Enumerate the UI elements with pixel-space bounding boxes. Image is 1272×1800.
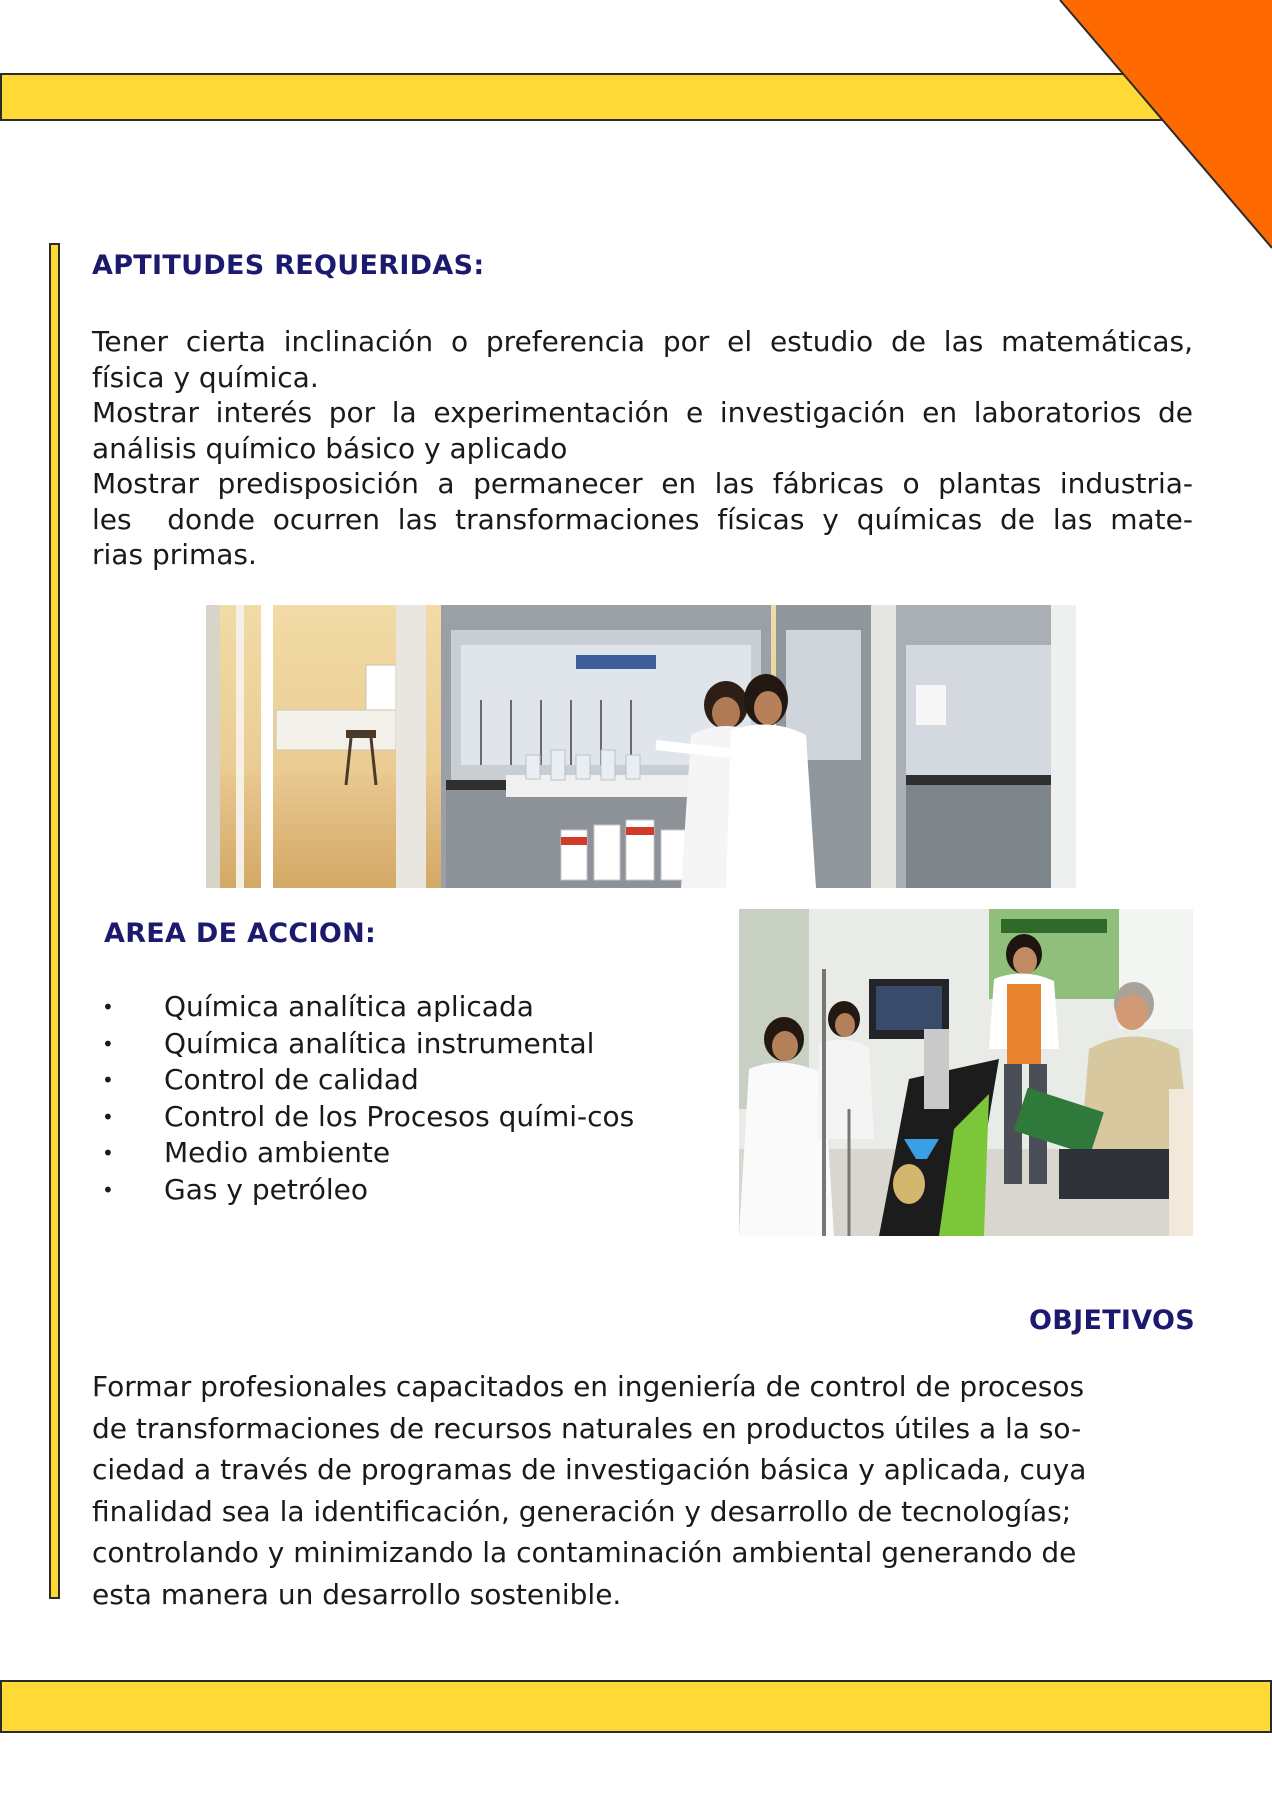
aptitudes-line: Mostrar predisposición a permanecer en las fábricas o plantas industria-	[92, 467, 1193, 500]
list-item	[98, 1026, 658, 1063]
list-item-label: • Química analítica aplicada	[164, 990, 534, 1023]
list-item	[98, 989, 658, 1026]
objetivos-paragraph	[92, 1366, 1162, 1615]
left-yellow-rule	[49, 243, 60, 1599]
aptitudes-heading: APTITUDES REQUERIDAS:	[92, 250, 485, 281]
objetivos-heading: OBJETIVOS	[1028, 1305, 1195, 1336]
list-item	[98, 1135, 658, 1172]
list-item	[98, 1172, 658, 1209]
aptitudes-line: análisis químico básico y aplicado	[92, 431, 568, 465]
list-item	[98, 1062, 658, 1099]
aptitudes-line: Tener cierta inclinación o preferencia por el estudio de las matemáticas,	[92, 325, 1193, 358]
objetivos-line: ciedad a través de programas de investigación básica y aplicada, cuya	[92, 1453, 1087, 1486]
area-accion-list	[98, 989, 658, 1208]
area-accion-heading: AREA DE ACCION:	[104, 918, 377, 949]
aptitudes-line: física y química.	[92, 360, 319, 394]
orange-corner-triangle	[772, 0, 1272, 250]
objetivos-line: finalidad sea la identificación, generación y desarrollo de tecnologías;	[92, 1494, 1072, 1528]
aptitudes-paragraph	[92, 324, 1193, 573]
objetivos-line: de transformaciones de recursos naturales en productos útiles a la so-	[92, 1411, 1082, 1445]
list-item-label: • Control de calidad	[164, 1063, 419, 1096]
objetivos-line: controlando y minimizando la contaminación ambiental generando de	[92, 1536, 1077, 1569]
list-item-label: • Control de los Procesos quími-cos	[164, 1099, 635, 1133]
list-item-label: • Química analítica instrumental	[164, 1026, 595, 1060]
bottom-yellow-band	[0, 1680, 1272, 1733]
aptitudes-line: les donde ocurren las transformaciones físicas y químicas de las mate-	[92, 502, 1193, 536]
laboratory-photo-exhibition	[739, 909, 1193, 1236]
objetivos-line: esta manera un desarrollo sostenible.	[92, 1577, 622, 1611]
list-item-label: • Gas y petróleo	[164, 1172, 368, 1206]
aptitudes-line: rias primas.	[92, 538, 257, 571]
list-item-label: • Medio ambiente	[164, 1136, 391, 1169]
aptitudes-line: Mostrar interés por la experimentación e investigación en laboratorios de	[92, 396, 1193, 429]
objetivos-line: Formar profesionales capacitados en ingeniería de control de procesos	[92, 1370, 1085, 1403]
list-item	[98, 1099, 664, 1136]
laboratory-photo-students	[206, 605, 1076, 888]
